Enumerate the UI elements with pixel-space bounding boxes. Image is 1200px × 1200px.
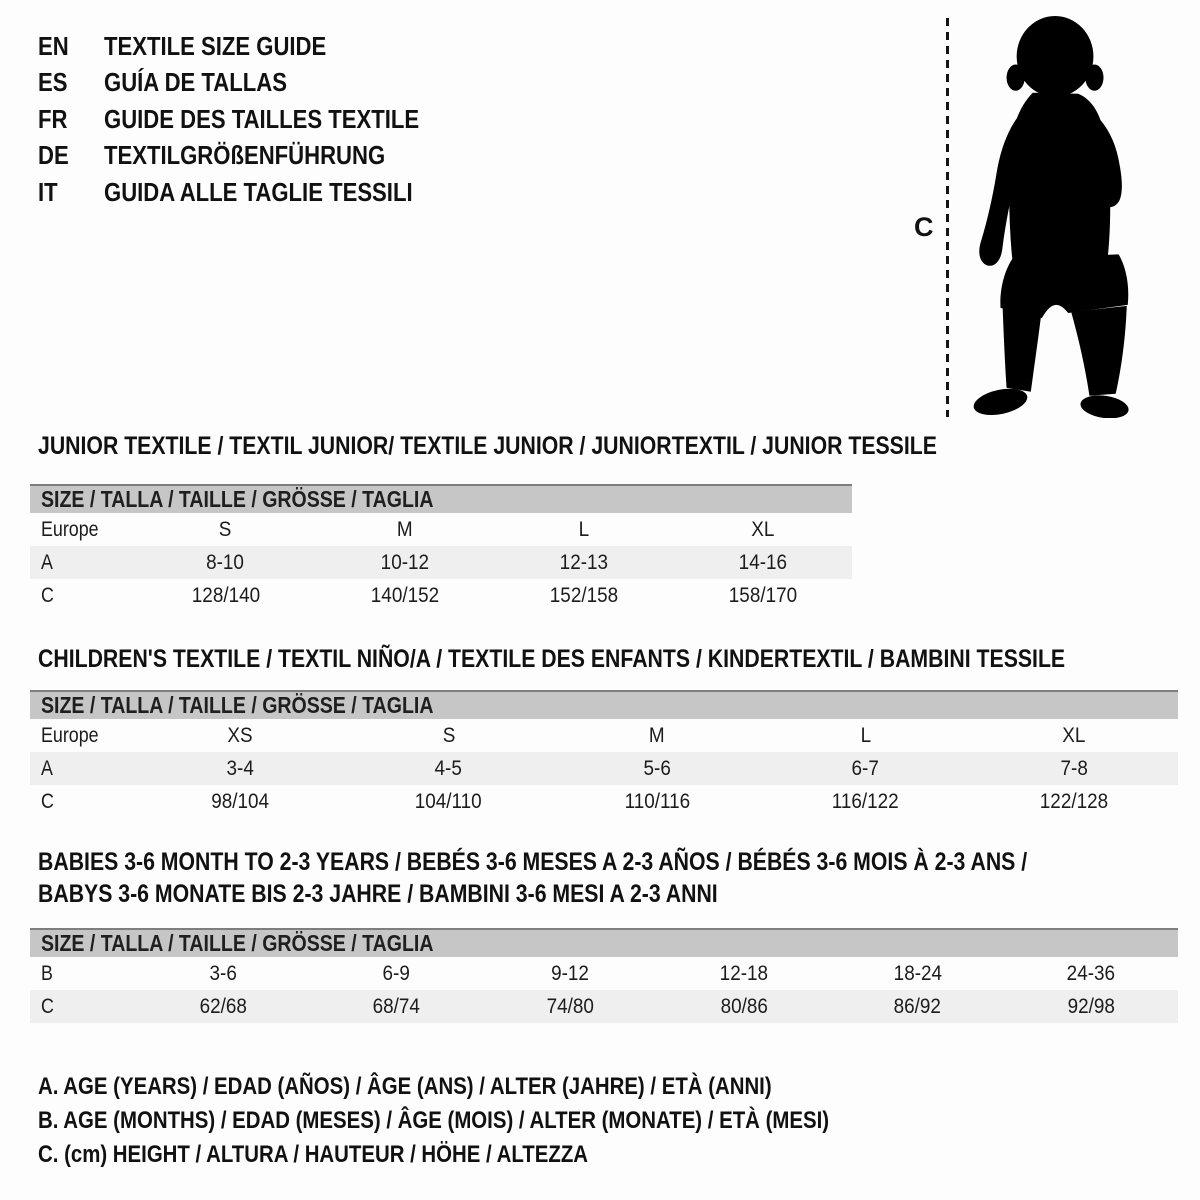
table-cell: 104/110 bbox=[415, 789, 483, 813]
language-code: ES bbox=[38, 67, 68, 98]
table-cell: 18-24 bbox=[893, 961, 942, 985]
table-row-height bbox=[30, 785, 1178, 818]
babies-size-table bbox=[30, 928, 1178, 1023]
table-cell: S bbox=[219, 517, 232, 541]
row-label: B bbox=[41, 961, 53, 985]
row-label: A bbox=[41, 550, 53, 574]
table-cell: 7-8 bbox=[1060, 756, 1088, 780]
table-cell: 6-7 bbox=[851, 756, 880, 780]
table-header bbox=[30, 690, 1178, 719]
table-cell: 86/92 bbox=[893, 994, 942, 1018]
children-section-title bbox=[38, 643, 1200, 675]
table-header bbox=[30, 928, 1178, 957]
table-cell: 128/140 bbox=[191, 583, 260, 607]
table-row-age bbox=[30, 546, 852, 579]
language-row-fr bbox=[38, 101, 475, 138]
table-row-months bbox=[30, 957, 1178, 990]
table-cell: 158/170 bbox=[728, 583, 797, 607]
language-code: IT bbox=[38, 176, 58, 207]
table-row-height bbox=[30, 990, 1178, 1023]
table-cell: 68/74 bbox=[372, 994, 421, 1018]
table-cell: 62/68 bbox=[199, 994, 247, 1018]
children-section-title-text: CHILDREN'S TEXTILE / TEXTIL NIÑO/A / TEXTILE DES ENFANTS / KINDERTEXTIL / BAMBINI TESSILE bbox=[38, 645, 1066, 673]
row-label: Europe bbox=[41, 723, 99, 747]
table-header-text: SIZE / TALLA / TAILLE / GRÖSSE / TAGLIA bbox=[41, 930, 434, 956]
table-row-europe bbox=[30, 719, 1178, 752]
table-header bbox=[30, 484, 852, 513]
babies-section-title bbox=[38, 846, 1200, 910]
table-cell: 3-6 bbox=[209, 961, 237, 985]
table-cell: 8-10 bbox=[206, 550, 245, 574]
table-cell: L bbox=[860, 723, 871, 747]
table-cell: XL bbox=[750, 517, 775, 541]
children-size-table bbox=[30, 690, 1178, 818]
language-code: EN bbox=[38, 30, 69, 61]
language-row-es bbox=[38, 65, 475, 102]
table-cell: 12-18 bbox=[719, 961, 769, 985]
table-cell: 116/122 bbox=[831, 789, 899, 813]
language-label: GUIDA ALLE TAGLIE TESSILI bbox=[104, 176, 413, 207]
measurement-legend bbox=[38, 1070, 969, 1172]
table-cell: 12-13 bbox=[559, 550, 608, 574]
height-measure-dashed-line bbox=[946, 18, 949, 417]
table-cell: 122/128 bbox=[1039, 789, 1108, 813]
table-row-age bbox=[30, 752, 1178, 785]
language-row-de bbox=[38, 138, 475, 175]
table-cell: 110/116 bbox=[624, 789, 690, 813]
language-row-en bbox=[38, 28, 475, 65]
table-cell: 140/152 bbox=[370, 583, 439, 607]
table-cell: 24-36 bbox=[1066, 961, 1116, 985]
table-row-height bbox=[30, 579, 852, 612]
table-cell: 3-4 bbox=[226, 756, 254, 780]
table-cell: M bbox=[649, 723, 665, 747]
language-code: FR bbox=[38, 103, 68, 134]
language-label: TEXTILE SIZE GUIDE bbox=[104, 30, 327, 61]
junior-section-title bbox=[38, 430, 1096, 462]
babies-section-title-line2: BABYS 3-6 MONATE BIS 2-3 JAHRE / BAMBINI 3-6 MESI A 2-3 ANNI bbox=[38, 880, 718, 908]
table-cell: S bbox=[442, 723, 455, 747]
row-label: C bbox=[41, 583, 54, 607]
language-label: GUIDE DES TAILLES TEXTILE bbox=[104, 103, 420, 134]
table-cell: 80/86 bbox=[720, 994, 768, 1018]
toddler-silhouette-icon bbox=[966, 14, 1136, 418]
table-cell: 6-9 bbox=[382, 961, 411, 985]
table-cell: 92/98 bbox=[1067, 994, 1115, 1018]
legend-line-c: C. (cm) HEIGHT / ALTURA / HAUTEUR / HÖHE / ALTEZZA bbox=[38, 1141, 589, 1168]
legend-line-b: B. AGE (MONTHS) / EDAD (MESES) / ÂGE (MOIS) / ALTER (MONATE) / ETÀ (MESI) bbox=[38, 1107, 830, 1134]
table-cell: L bbox=[578, 517, 589, 541]
legend-line-a: A. AGE (YEARS) / EDAD (AÑOS) / ÂGE (ANS) / ALTER (JAHRE) / ETÀ (ANNI) bbox=[38, 1073, 772, 1100]
table-cell: M bbox=[396, 517, 413, 541]
table-cell: 14-16 bbox=[738, 550, 787, 574]
table-header-text: SIZE / TALLA / TAILLE / GRÖSSE / TAGLIA bbox=[41, 692, 434, 718]
language-list bbox=[38, 28, 475, 211]
table-cell: XS bbox=[227, 723, 253, 747]
language-code: DE bbox=[38, 140, 69, 171]
language-label: GUÍA DE TALLAS bbox=[104, 67, 287, 98]
table-cell: 152/158 bbox=[549, 583, 618, 607]
table-cell: 9-12 bbox=[551, 961, 590, 985]
row-label: C bbox=[41, 994, 54, 1018]
language-label: TEXTILGRÖßENFÜHRUNG bbox=[104, 140, 386, 171]
height-measure-label: C bbox=[914, 212, 934, 242]
row-label: C bbox=[41, 789, 54, 813]
table-cell: 10-12 bbox=[380, 550, 429, 574]
table-cell: 98/104 bbox=[211, 789, 270, 813]
table-cell: 4-5 bbox=[434, 756, 463, 780]
table-cell: XL bbox=[1062, 723, 1086, 747]
row-label: A bbox=[41, 756, 53, 780]
junior-section-title-text: JUNIOR TEXTILE / TEXTIL JUNIOR/ TEXTILE JUNIOR / JUNIORTEXTIL / JUNIOR TESSILE bbox=[38, 432, 937, 460]
table-cell: 5-6 bbox=[643, 756, 671, 780]
row-label: Europe bbox=[41, 517, 99, 541]
babies-section-title-line1: BABIES 3-6 MONTH TO 2-3 YEARS / BEBÉS 3-6 MESES A 2-3 AÑOS / BÉBÉS 3-6 MOIS À 2-3 ANS / bbox=[38, 848, 1028, 876]
language-row-it bbox=[38, 174, 475, 211]
table-cell: 74/80 bbox=[546, 994, 594, 1018]
junior-size-table bbox=[30, 484, 852, 612]
table-row-europe bbox=[30, 513, 852, 546]
table-header-text: SIZE / TALLA / TAILLE / GRÖSSE / TAGLIA bbox=[41, 486, 434, 512]
